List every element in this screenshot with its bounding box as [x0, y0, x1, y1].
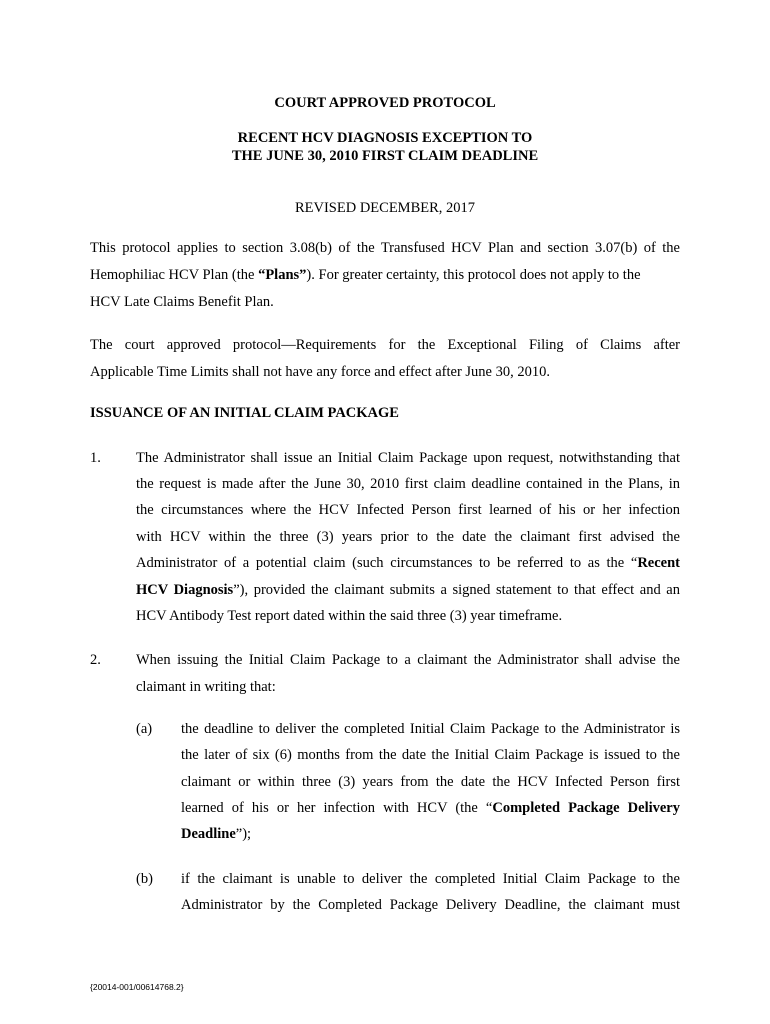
document-subtitle-line1: RECENT HCV DIAGNOSIS EXCEPTION TO: [237, 130, 533, 146]
sub-b-label: (b): [136, 871, 153, 887]
intro-p1-line3: HCV Late Claims Benefit Plan.: [90, 294, 274, 310]
completed-package-term: Completed Package Delivery: [492, 800, 680, 816]
item2-line1: When issuing the Initial Claim Package to a claimant the Administrator shall advise the: [136, 652, 680, 668]
item1-line6: HCV Diagnosis”), provided the claimant submits a signed statement to that effect and an: [136, 582, 680, 598]
sub-b-line2: Administrator by the Completed Package Delivery Deadline, the claimant must: [181, 897, 680, 913]
item1-number: 1.: [90, 450, 101, 466]
item2-line2: claimant in writing that:: [136, 679, 276, 695]
item1-line4: with HCV within the three (3) years prior to the date the claimant first advised the: [136, 529, 680, 545]
item2-number: 2.: [90, 652, 101, 668]
item1-line7: HCV Antibody Test report dated within the said three (3) year timeframe.: [136, 608, 563, 624]
section-heading: ISSUANCE OF AN INITIAL CLAIM PACKAGE: [90, 405, 399, 421]
sub-a-line3: claimant or within three (3) years from the date the HCV Infected Person first: [181, 774, 680, 790]
item1-line1: The Administrator shall issue an Initial Claim Package upon request, notwithstanding that: [136, 450, 680, 466]
document-subtitle-line2: THE JUNE 30, 2010 FIRST CLAIM DEADLINE: [231, 148, 539, 164]
intro-p1-line1: This protocol applies to section 3.08(b) of the Transfused HCV Plan and section 3.07(b) of the: [90, 240, 680, 256]
intro-p1-line2: Hemophiliac HCV Plan (the “Plans”). For greater certainty, this protocol does not apply to the: [90, 267, 641, 283]
sub-a-line2: the later of six (6) months from the date the Initial Claim Package is issued to the: [181, 747, 680, 763]
sub-a-label: (a): [136, 721, 153, 737]
intro-p2-line2: Applicable Time Limits shall not have any force and effect after June 30, 2010.: [90, 364, 550, 380]
revised-date: REVISED DECEMBER, 2017: [294, 200, 476, 216]
intro-p2-line1: The court approved protocol—Requirements for the Exceptional Filing of Claims after: [90, 337, 680, 353]
recent-term: Recent: [637, 555, 680, 571]
item1-line3: the circumstances where the HCV Infected Person first learned of his or her infection: [136, 502, 680, 518]
item1-line5: Administrator of a potential claim (such circumstances to be referred to as the “Recent: [136, 555, 680, 571]
deadline-term: Deadline: [181, 826, 236, 842]
sub-a-line4: learned of his or her infection with HCV (the “Completed Package Delivery: [181, 800, 680, 816]
document-title: COURT APPROVED PROTOCOL: [274, 95, 496, 111]
footer-document-id: {20014-001/00614768.2}: [90, 982, 184, 992]
hcv-diagnosis-term: HCV Diagnosis: [136, 582, 234, 598]
sub-b-line1: if the claimant is unable to deliver the completed Initial Claim Package to the: [181, 871, 680, 887]
sub-a-line5: Deadline”);: [181, 826, 252, 842]
item1-line2: the request is made after the June 30, 2010 first claim deadline contained in the Plans, in: [136, 476, 680, 492]
sub-a-line1: the deadline to deliver the completed Initial Claim Package to the Administrator is: [181, 721, 680, 737]
plans-defined-term: “Plans”: [258, 267, 307, 283]
